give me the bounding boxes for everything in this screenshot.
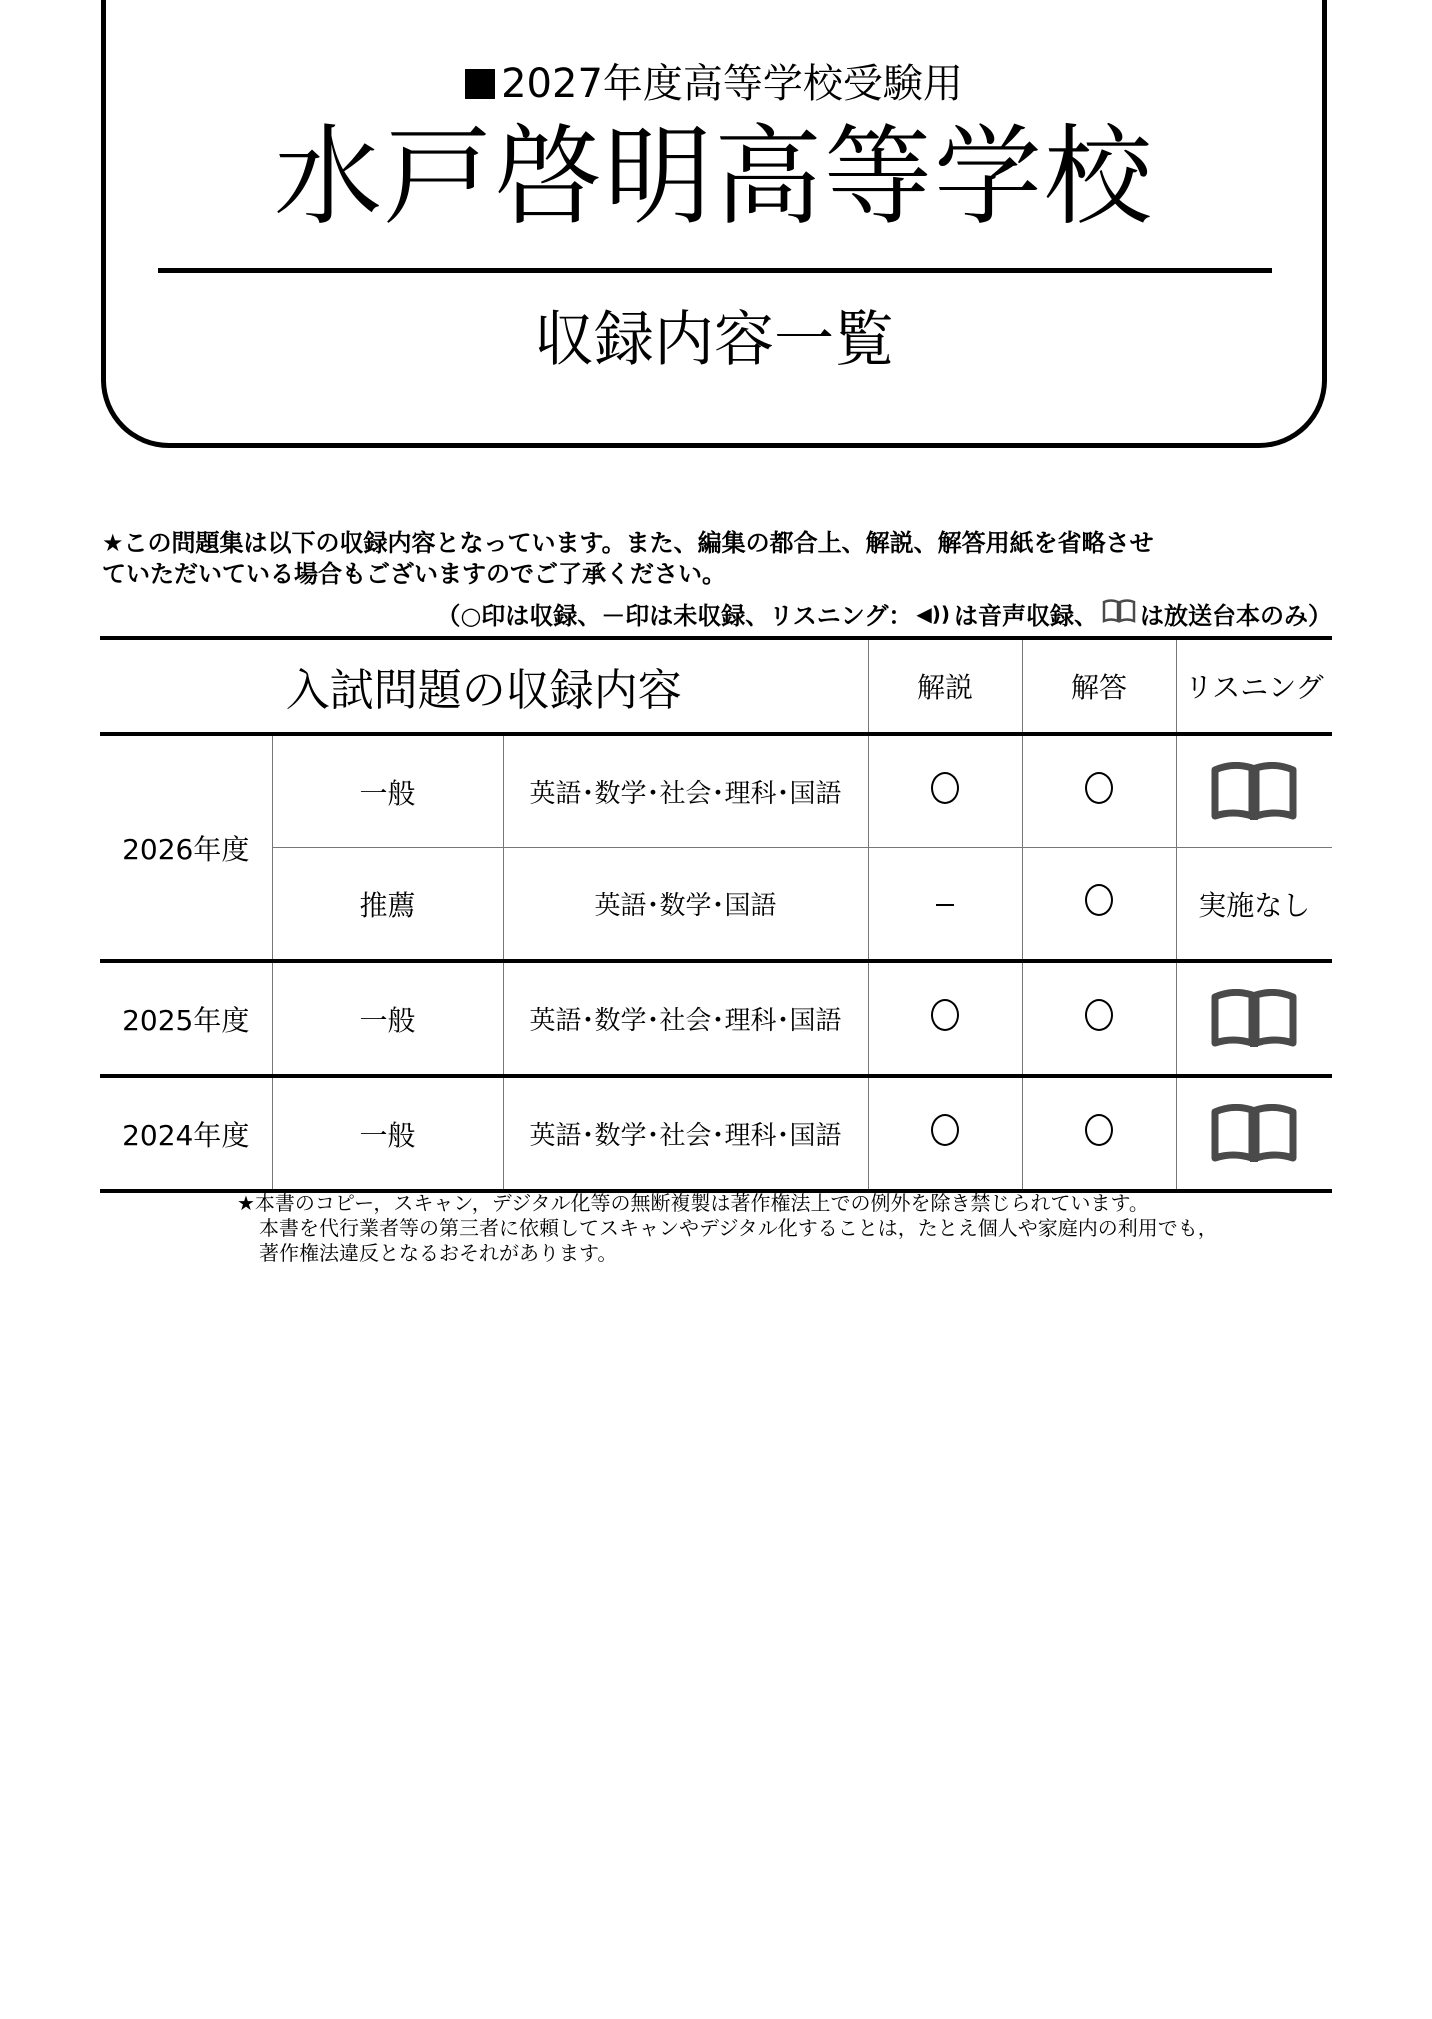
circle-mark — [1085, 772, 1113, 804]
copyright-line-1: ★本書のコピー，スキャン，デジタル化等の無断複製は著作権法上での例外を除き禁じられています。 — [237, 1191, 1149, 1215]
header-listening: リスニング — [1176, 638, 1332, 734]
circle-mark — [931, 999, 959, 1031]
speaker-icon: ◀)) — [916, 601, 950, 626]
circle-mark — [1085, 1114, 1113, 1146]
book-icon — [1102, 598, 1136, 630]
notice-text — [102, 528, 1342, 590]
exam-type-cell: 一般 — [272, 1076, 503, 1191]
book-icon — [1211, 1104, 1297, 1164]
exam-year-subtitle — [106, 52, 1322, 109]
header-contents: 入試問題の収録内容 — [100, 638, 868, 734]
copyright-line-3: 著作権法違反となるおそれがあります。 — [259, 1241, 618, 1265]
circle-mark — [1085, 999, 1113, 1031]
explanation-cell — [868, 1076, 1022, 1191]
circle-mark — [1085, 884, 1113, 916]
copyright-line-2: 本書を代行業者等の第三者に依頼してスキャンやデジタル化することは，たとえ個人や家庭内の利用でも， — [259, 1216, 1218, 1240]
copyright-notice — [237, 1191, 1218, 1266]
year-cell: 2024年度 — [100, 1076, 272, 1191]
notice-line-2: ていただいている場合もございますのでご了承ください。 — [102, 560, 726, 588]
table-row — [100, 961, 1332, 1076]
table-row — [100, 734, 1332, 848]
year-cell: 2026年度 — [100, 734, 272, 961]
listening-cell — [1176, 1076, 1332, 1191]
explanation-cell — [868, 734, 1022, 848]
legend-audio: は音声収録、 — [954, 602, 1098, 630]
explanation-cell — [868, 961, 1022, 1076]
answer-cell — [1022, 1076, 1176, 1191]
listening-cell — [1176, 961, 1332, 1076]
header-answer: 解答 — [1022, 638, 1176, 734]
subjects-cell: 英語･数学･社会･理科･国語 — [503, 1076, 868, 1191]
subtitle-text: 2027年度高等学校受験用 — [501, 61, 963, 107]
listening-cell — [1176, 734, 1332, 848]
year-cell: 2025年度 — [100, 961, 272, 1076]
exam-type-cell: 一般 — [272, 734, 503, 848]
contents-table — [100, 636, 1332, 1193]
title-divider — [158, 268, 1272, 273]
dash-mark — [936, 904, 954, 906]
subjects-cell: 英語･数学･社会･理科･国語 — [503, 734, 868, 848]
answer-cell — [1022, 848, 1176, 962]
table-row — [100, 848, 1332, 962]
answer-cell — [1022, 734, 1176, 848]
subjects-cell: 英語･数学･社会･理科･国語 — [503, 961, 868, 1076]
exam-type-cell: 一般 — [272, 961, 503, 1076]
table-row — [100, 1076, 1332, 1191]
square-bullet-icon — [465, 69, 495, 99]
book-icon — [1211, 762, 1297, 822]
listening-cell: 実施なし — [1176, 848, 1332, 962]
explanation-cell — [868, 848, 1022, 962]
title-box — [101, 0, 1327, 448]
legend-prefix: （○印は収録、－印は未収録、リスニング： — [436, 602, 913, 630]
circle-mark — [931, 772, 959, 804]
circle-mark — [931, 1114, 959, 1146]
answer-cell — [1022, 961, 1176, 1076]
legend-script: は放送台本のみ） — [1140, 602, 1332, 630]
subjects-cell: 英語･数学･国語 — [503, 848, 868, 962]
book-icon — [1211, 989, 1297, 1049]
notice-line-1: ★この問題集は以下の収録内容となっています。また、編集の都合上、解説、解答用紙を省略させ — [102, 529, 1154, 557]
exam-type-cell: 推薦 — [272, 848, 503, 962]
legend — [436, 596, 1332, 631]
school-name: 水戸啓明高等学校 — [273, 115, 1154, 240]
catalog-title: 収録内容一覧 — [534, 305, 894, 375]
header-explanation: 解説 — [868, 638, 1022, 734]
table-header — [100, 638, 1332, 734]
